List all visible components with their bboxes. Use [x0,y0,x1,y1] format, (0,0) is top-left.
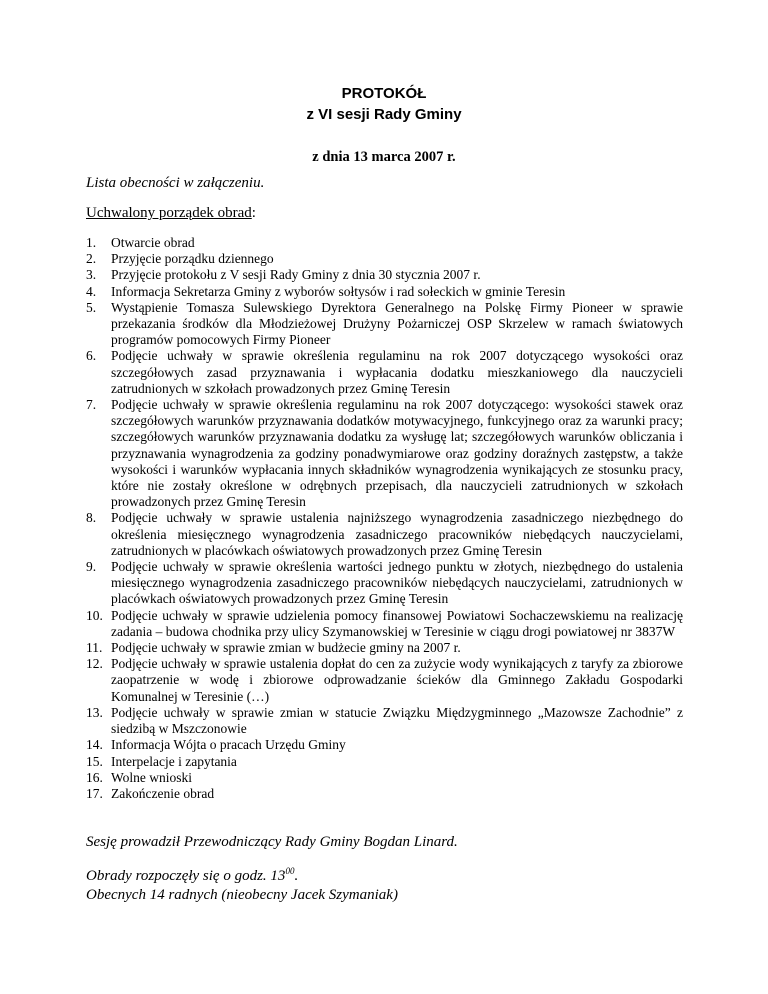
session-date: z dnia 13 marca 2007 r. [312,149,456,165]
agenda-item-number: 8. [86,510,97,526]
agenda-item-number: 11. [86,640,103,656]
start-time-period: . [294,868,299,884]
agenda-item-text: Podjęcie uchwały w sprawie ustalenia najniższego wynagrodzenia zasadniczego niezbędnego do określenia miesięcznego wynagrodzenia zasadniczego pracowników niebędących nauczycielami, zatrudnionych w placówkach oświatowych prowadzonych przez Gminę Teresin [111,510,683,558]
agenda-item-number: 14. [86,737,103,753]
agenda-item-number: 9. [86,559,97,575]
agenda-item [86,510,683,559]
agenda-item [86,235,683,251]
agenda-item [86,754,683,770]
session-title: z VI sesji Rady Gminy [306,106,462,123]
chair-note: Sesję prowadził Przewodniczący Rady Gminy Bogdan Linard. [86,834,458,850]
agenda-item-text: Wolne wnioski [111,769,193,785]
start-time-text: Obrady rozpoczęły się o godz. 13 [86,868,286,884]
agenda-item-text: Interpelacje i zapytania [111,753,237,769]
agenda-item [86,737,683,753]
agenda-heading-colon: : [251,205,256,221]
agenda-heading-text: Uchwalony porządek obrad [86,205,252,221]
agenda-item [86,397,683,510]
agenda-item [86,640,683,656]
agenda-item-text: Podjęcie uchwały w sprawie określenia regulaminu na rok 2007 dotyczącego wysokości oraz szczegółowych zasad przyznawania i wypłacania dodatku mieszkaniowego dla nauczycieli zatrudnionych w szkołach prowadzonych przez Gminę Teresin [111,348,683,396]
agenda-item-number: 13. [86,704,103,720]
agenda-item-number: 3. [86,267,97,283]
agenda-item-text: Zakończenie obrad [111,785,215,801]
agenda-item-text: Informacja Wójta o pracach Urzędu Gminy [111,737,346,753]
agenda-item-text: Podjęcie uchwały w sprawie określenia wartości jednego punktu w złotych, niezbędnego do ustalenia miesięcznego wynagrodzenia zasadniczego pracowników niebędących nauczycielami, zatrudnionych w placówkach oświatowych prowadzonych przez Gminę Teresin [111,559,683,607]
agenda-item-text: Podjęcie uchwały w sprawie zmian w statucie Związku Międzygminnego „Mazowsze Zachodnie” z siedzibą w Mszczonowie [111,704,683,737]
document-title: PROTOKÓŁ [341,85,427,102]
agenda-item-text: Przyjęcie porządku dziennego [111,251,274,267]
agenda-item [86,786,683,802]
agenda-item-number: 16. [86,769,103,785]
agenda-item-number: 1. [86,235,97,250]
agenda-item-text: Informacja Sekretarza Gminy z wyborów sołtysów i rad sołeckich w gminie Teresin [111,283,566,299]
agenda-item [86,608,683,640]
agenda-item-text: Podjęcie uchwały w sprawie zmian w budżecie gminy na 2007 r. [111,640,461,656]
agenda-item-text: Podjęcie uchwały w sprawie określenia regulaminu na rok 2007 dotyczącego: wysokości stawek oraz szczegółowych warunków przyznawania dodatków motywacyjnego, funkcyjnego oraz za warunki pracy; szczegółowych warunków przyznawania dodatku za wysługę lat; szczegółowych warunków obliczania i przyznawania wynagrodzenia za godziny ponadwymiarowe oraz godziny doraźnych zastępstw, a także wysokości i warunków wypłacania innych składników wynagrodzenia wynikających ze stosunku pracy, które nie zostały określone w odrębnych przepisach, dla nauczycieli zatrudnionych w szkołach prowadzonych przez Gminę Teresin [111,397,683,510]
agenda-item-number: 2. [86,251,97,267]
present-note: Obecnych 14 radnych (nieobecny Jacek Szymaniak) [86,887,398,903]
agenda-item [86,251,683,267]
agenda-heading [86,204,256,223]
start-time-minutes: 00 [285,866,295,876]
agenda-item-text: Przyjęcie protokołu z V sesji Rady Gminy z dnia 30 stycznia 2007 r. [111,267,481,283]
agenda-item-number: 10. [86,607,103,623]
agenda-item-number: 6. [86,348,97,364]
attendance-note: Lista obecności w załączeniu. [86,175,265,191]
agenda-item-number: 7. [86,397,97,413]
agenda-item-text: Wystąpienie Tomasza Sulewskiego Dyrektora Generalnego na Polskę Firmy Pioneer w sprawie przekazania środków dla Młodzieżowej Drużyny Pożarniczej OSP Skrzelew w ramach światowych programów pomocowych Firmy Pioneer [111,299,683,348]
agenda-item-text: Podjęcie uchwały w sprawie udzielenia pomocy finansowej Powiatowi Sochaczewskiemu na realizację zadania – budowa chodnika przy ulicy Szymanowskiej w Teresinie w ciągu drogi powiatowej nr 3837W [111,607,683,639]
agenda-item [86,284,683,300]
agenda-item-number: 5. [86,299,97,315]
agenda-item-number: 12. [86,656,103,672]
agenda-item [86,267,683,283]
agenda-item [86,559,683,608]
agenda-item-number: 17. [86,785,103,801]
agenda-item [86,770,683,786]
agenda-item [86,348,683,397]
agenda-list [86,235,683,802]
agenda-item-text: Podjęcie uchwały w sprawie ustalenia dopłat do cen za zużycie wody wynikających z taryfy za zbiorowe zaopatrzenie w wodę i zbiorowe odprowadzanie ścieków dla Gminnego Zakładu Gospodarki Komunalnej w Teresinie (…) [111,656,683,704]
agenda-item-number: 4. [86,283,97,299]
start-time-note [86,867,298,886]
agenda-item [86,705,683,737]
agenda-item [86,300,683,349]
agenda-item [86,656,683,705]
agenda-item-text: Otwarcie obrad [111,235,195,250]
agenda-item-number: 15. [86,753,103,769]
